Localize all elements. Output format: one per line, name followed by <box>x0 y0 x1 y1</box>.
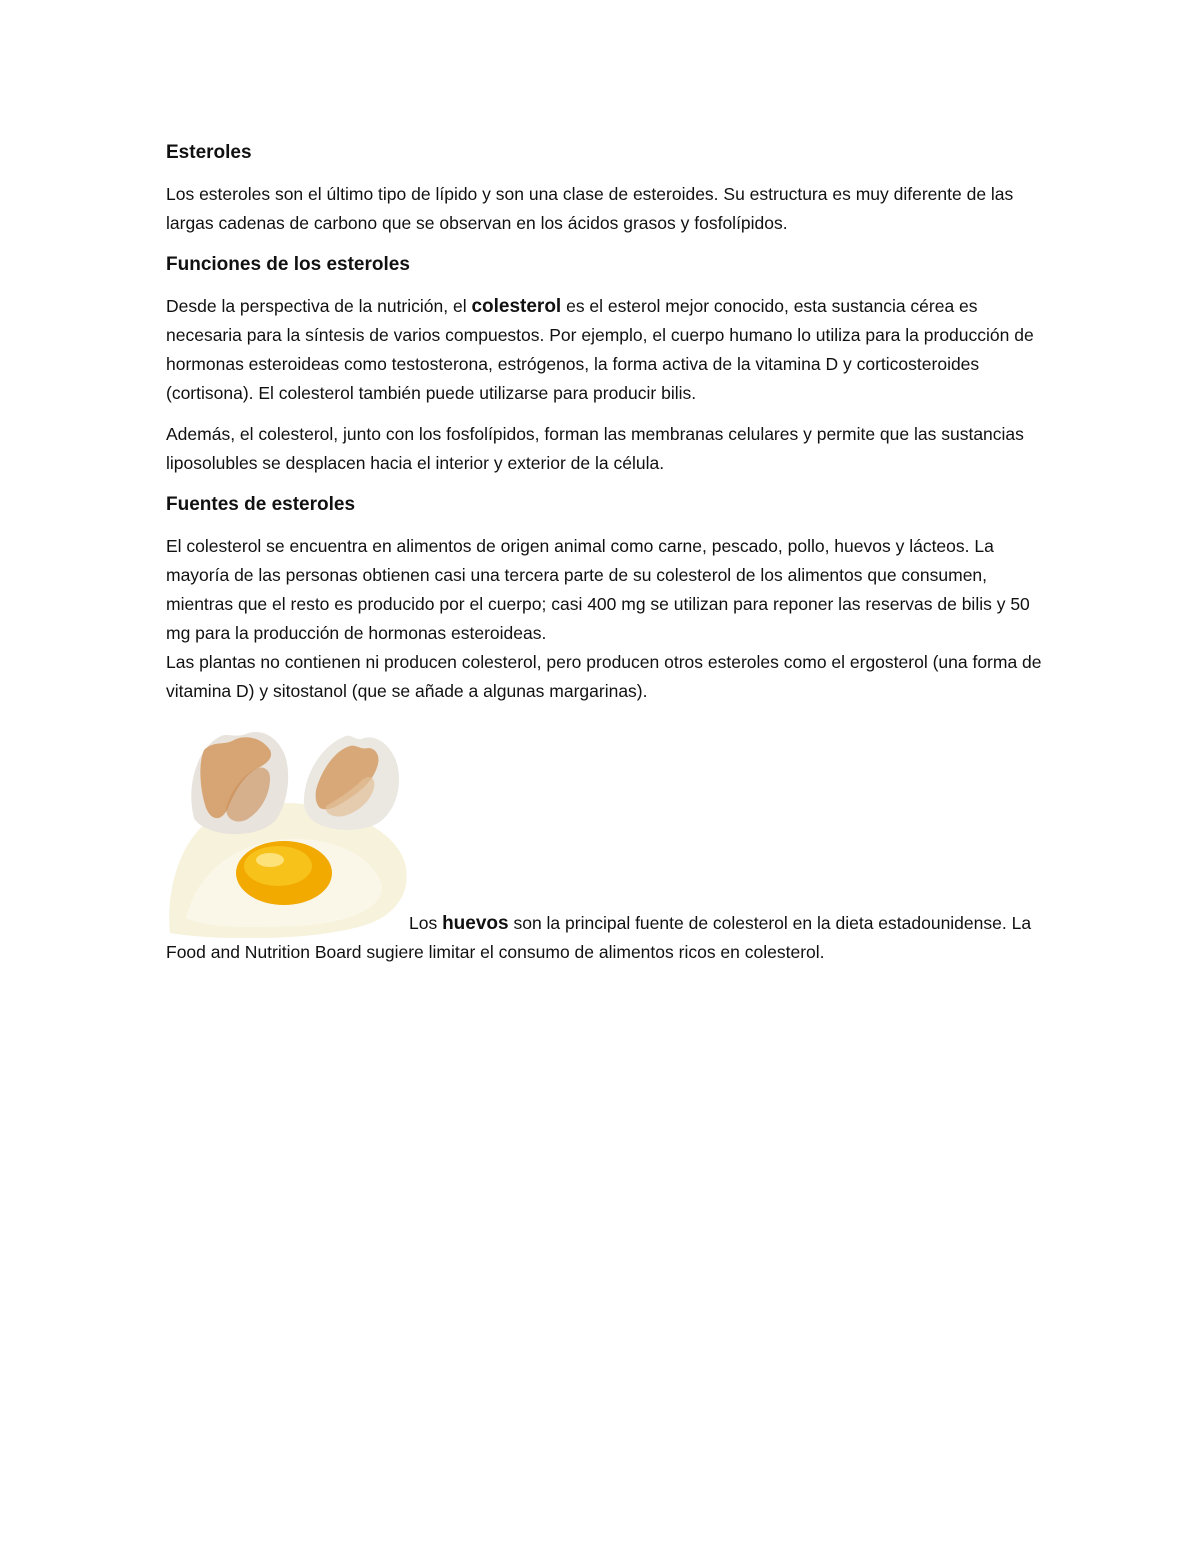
paragraph-fuentes-1: El colesterol se encuentra en alimentos de origen animal como carne, pescado, pollo, huevos y lácteos. La mayoría de las personas obtienen casi una tercera parte de su colesterol de los alimentos que consumen, mientras que el resto es producido por el cuerpo; casi 400 mg se utilizan para reponer las reservas de bilis y 50 mg para la producción de hormonas esteroideas. <box>166 536 1030 643</box>
document-page <box>166 138 1046 967</box>
keyword-colesterol: colesterol <box>471 296 562 317</box>
paragraph-egg-caption <box>166 728 1046 967</box>
heading-fuentes: Fuentes de esteroles <box>166 494 356 515</box>
paragraph-esteroles: Los esteroles son el último tipo de lípido y son una clase de esteroides. Su estructura es muy diferente de las largas cadenas de carbono que se observan en los ácidos grasos y fosfolípidos. <box>166 184 1014 233</box>
egg-figure-row <box>166 728 1046 967</box>
paragraph-funciones-2: Además, el colesterol, junto con los fosfolípidos, forman las membranas celulares y permite que las sustancias liposolubles se desplacen hacia el interior y exterior de la célula. <box>166 424 1024 473</box>
text-segment: Desde la perspectiva de la nutrición, el <box>166 296 472 316</box>
heading-esteroles: Esteroles <box>166 142 252 163</box>
paragraph-fuentes-2: Las plantas no contienen ni producen colesterol, pero producen otros esteroles como el ergosterol (una forma de vitamina D) y sitostanol (que se añade a algunas margarinas). <box>166 652 1042 701</box>
keyword-huevos: huevos <box>442 913 509 934</box>
text-segment: son la principal fuente de colesterol en la dieta estadounidense. La Food and Nutrition Board sugiere limitar el consumo de alimentos ricos en colesterol. <box>166 913 1032 962</box>
heading-funciones: Funciones de los esteroles <box>166 254 410 275</box>
text-segment: es el esterol mejor conocido, esta sustancia cérea es necesaria para la síntesis de varios compuestos. Por ejemplo, el cuerpo humano lo utiliza para la producción de hormonas esteroideas como testosterona, estrógenos, la forma activa de la vitamina D y corticosteroides (cortisona). El colesterol también puede utilizarse para producir bilis. <box>166 296 1034 403</box>
paragraph-funciones-1 <box>166 292 1046 408</box>
cracked-egg-image <box>166 728 409 938</box>
text-segment: Los <box>409 913 443 933</box>
